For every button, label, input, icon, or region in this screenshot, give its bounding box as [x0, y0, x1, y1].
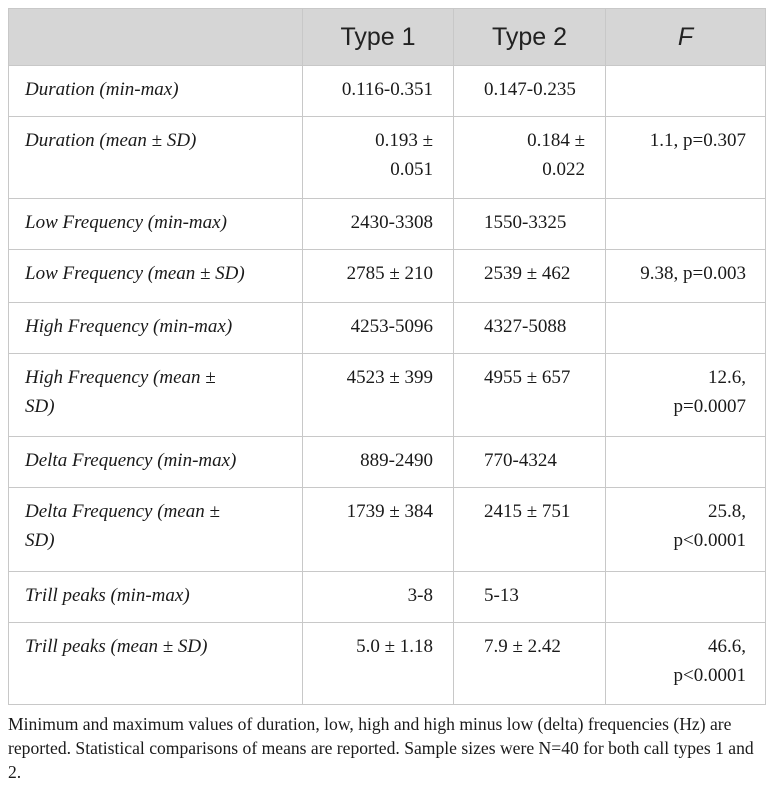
type-2-value: 4955 ± 657 — [454, 354, 606, 437]
row-label: High Frequency (min-max) — [9, 303, 303, 354]
row-label: Duration (mean ± SD) — [9, 117, 303, 199]
row-label: Delta Frequency (min-max) — [9, 437, 303, 488]
f-value — [606, 199, 766, 250]
f-value: 25.8, p<0.0001 — [606, 488, 766, 572]
table-row — [9, 437, 766, 488]
row-label: Trill peaks (min-max) — [9, 572, 303, 623]
header-row — [9, 9, 766, 66]
f-value — [606, 303, 766, 354]
f-value — [606, 437, 766, 488]
type-1-value: 0.116-0.351 — [303, 66, 454, 117]
type-1-value: 2430-3308 — [303, 199, 454, 250]
type-2-value: 0.184 ± 0.022 — [454, 117, 606, 199]
type-1-value: 4253-5096 — [303, 303, 454, 354]
type-2-value: 7.9 ± 2.42 — [454, 623, 606, 705]
table-row — [9, 250, 766, 303]
table-row — [9, 488, 766, 572]
type-2-value: 0.147-0.235 — [454, 66, 606, 117]
type-1-value: 889-2490 — [303, 437, 454, 488]
header-type-1: Type 1 — [303, 9, 454, 66]
type-2-value: 5-13 — [454, 572, 606, 623]
table-row — [9, 117, 766, 199]
header-f: F — [606, 9, 766, 66]
type-1-value: 1739 ± 384 — [303, 488, 454, 572]
header-blank — [9, 9, 303, 66]
row-label: Low Frequency (min-max) — [9, 199, 303, 250]
row-label: Low Frequency (mean ± SD) — [9, 250, 303, 303]
call-comparison-table — [8, 8, 766, 705]
f-value — [606, 572, 766, 623]
table-footnote: Minimum and maximum values of duration, low, high and high minus low (delta) frequencies (Hz) are reported. Statistical comparisons of means are reported. Sample sizes were N=40 for both call types 1 and 2. — [8, 714, 754, 782]
row-label: Trill peaks (mean ± SD) — [9, 623, 303, 705]
type-1-value: 3-8 — [303, 572, 454, 623]
table-row — [9, 66, 766, 117]
type-1-value: 0.193 ± 0.051 — [303, 117, 454, 199]
type-2-value: 2415 ± 751 — [454, 488, 606, 572]
table-row — [9, 623, 766, 705]
table-row — [9, 572, 766, 623]
row-label: Duration (min-max) — [9, 66, 303, 117]
table-row — [9, 199, 766, 250]
type-2-value: 4327-5088 — [454, 303, 606, 354]
type-2-value: 770-4324 — [454, 437, 606, 488]
row-label: Delta Frequency (mean ± SD) — [9, 488, 303, 572]
f-value: 1.1, p=0.307 — [606, 117, 766, 199]
data-table-container — [8, 8, 765, 705]
type-2-value: 1550-3325 — [454, 199, 606, 250]
type-2-value: 2539 ± 462 — [454, 250, 606, 303]
f-value — [606, 66, 766, 117]
type-1-value: 2785 ± 210 — [303, 250, 454, 303]
f-value: 9.38, p=0.003 — [606, 250, 766, 303]
f-value: 46.6, p<0.0001 — [606, 623, 766, 705]
row-label: High Frequency (mean ± SD) — [9, 354, 303, 437]
table-row — [9, 303, 766, 354]
table-row — [9, 354, 766, 437]
header-type-2: Type 2 — [454, 9, 606, 66]
type-1-value: 5.0 ± 1.18 — [303, 623, 454, 705]
f-value: 12.6, p=0.0007 — [606, 354, 766, 437]
type-1-value: 4523 ± 399 — [303, 354, 454, 437]
